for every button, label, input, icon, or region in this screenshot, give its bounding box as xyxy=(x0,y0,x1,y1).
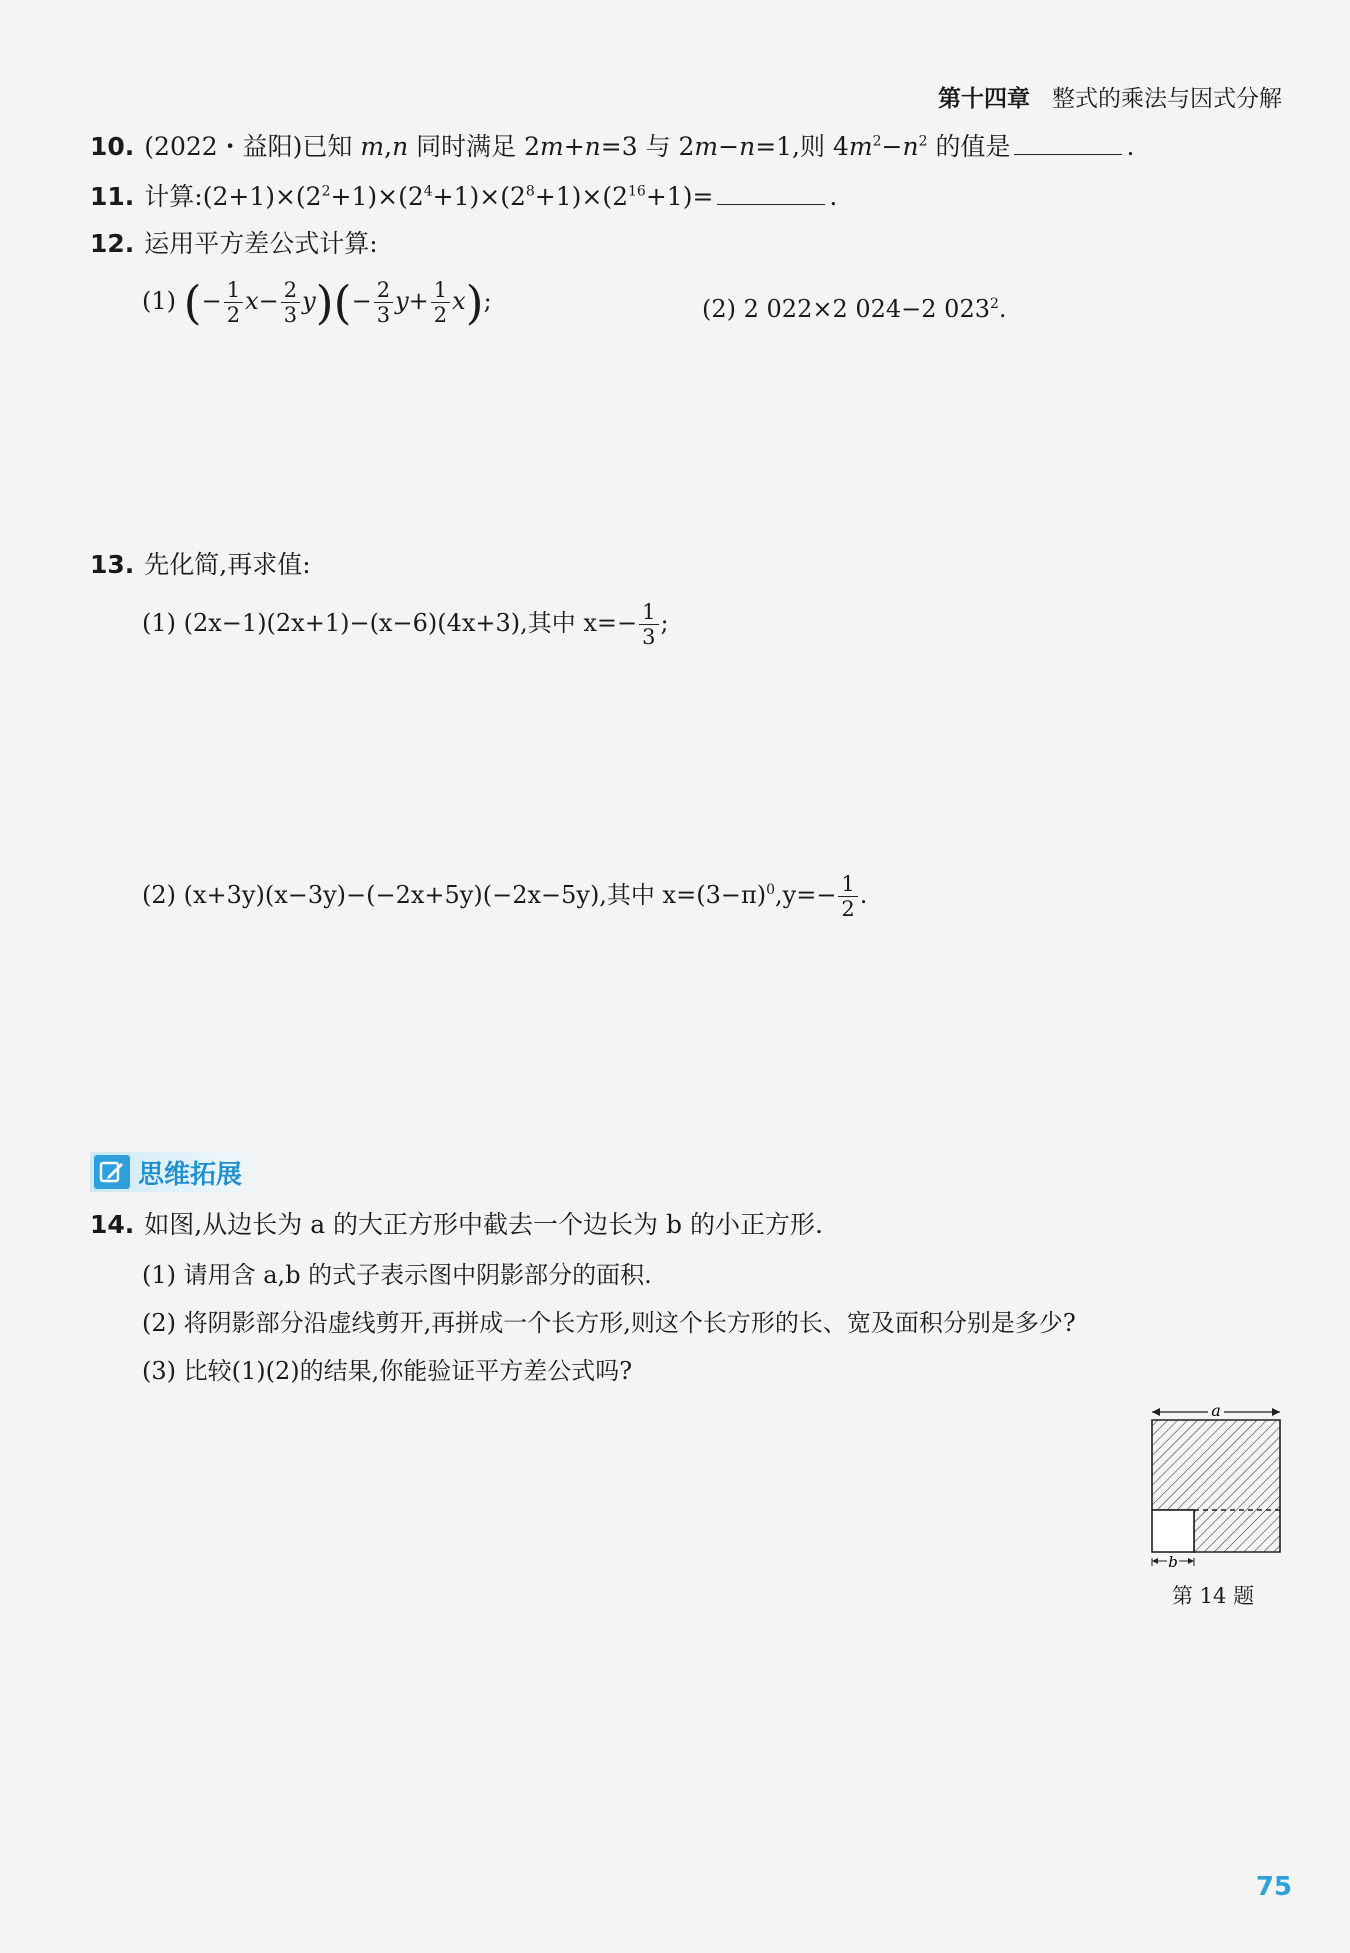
fraction: $\frac{1}{2}$ xyxy=(431,278,450,327)
chapter-title: 整式的乘法与因式分解 xyxy=(1052,86,1282,112)
page-number: 75 xyxy=(1255,1872,1292,1902)
question-14-part-3: (3) 比较(1)(2)的结果,你能验证平方差公式吗? xyxy=(142,1357,633,1385)
question-13-part-1: (1) (2x−1)(2x+1)−(x−6)(4x+3),其中 x=− $\frac{1}{3}$ ; xyxy=(142,600,669,649)
question-11: 11. 计算$:(2+1)\times(2^2+1)\times(2^4+1)\times(2^8+1)\times(2^{16}+1)=$ . xyxy=(90,182,838,211)
fraction: $\frac{1}{2}$ xyxy=(224,278,243,327)
small-square xyxy=(1152,1510,1194,1552)
pencil-note-icon xyxy=(94,1155,130,1189)
question-12-part-1: (1) (− $\frac{1}{2}$ x− $\frac{2}{3}$ y)(− $\frac{2}{3}$ y+ $\frac{1}{2}$ x); xyxy=(142,275,492,330)
question-number: 10. xyxy=(90,132,135,161)
question-number: 14. xyxy=(90,1210,135,1239)
chapter-number: 第十四章 xyxy=(938,86,1030,112)
question-number: 12. xyxy=(90,229,135,258)
figure-caption: 第 14 题 xyxy=(1172,1584,1255,1608)
square-figure xyxy=(1140,1398,1290,1568)
question-14-part-1: (1) 请用含 a,b 的式子表示图中阴影部分的面积. xyxy=(142,1261,652,1289)
fraction: $\frac{2}{3}$ xyxy=(374,278,393,327)
section-title: 思维拓展 xyxy=(138,1159,243,1190)
question-13-part-2: (2) (x+3y)(x−3y)−(−2x+5y)(−2x−5y),其中 $x=(3-\pi)^0,y=-$ $\frac{1}{2}$ . xyxy=(142,872,868,921)
question-number: 11. xyxy=(90,182,135,211)
section-header xyxy=(90,1152,270,1192)
question-14-part-2: (2) 将阴影部分沿虚线剪开,再拼成一个长方形,则这个长方形的长、宽及面积分别是多少? xyxy=(142,1309,1076,1337)
question-14: 14. 如图,从边长为 a 的大正方形中截去一个边长为 b 的小正方形. xyxy=(90,1210,823,1239)
question-12: 12. 运用平方差公式计算: xyxy=(90,229,378,258)
answer-blank[interactable] xyxy=(717,180,825,205)
question-13: 13. 先化简,再求值: xyxy=(90,550,311,579)
fraction: $\frac{2}{3}$ xyxy=(281,278,300,327)
answer-blank[interactable] xyxy=(1014,130,1122,155)
fraction: $\frac{1}{2}$ xyxy=(838,872,857,921)
question-10: 10. (2022・益阳)已知 m,n 同时满足 2m+n=3 与 2m−n=1,则 $4m^2-n^2$ 的值是 . xyxy=(90,132,1135,161)
fraction: $\frac{1}{3}$ xyxy=(639,600,658,649)
question-number: 13. xyxy=(90,550,135,579)
question-12-part-2: (2) 2 022×2 024−2 $023^2$. xyxy=(702,295,1007,323)
chapter-header xyxy=(938,80,1282,113)
label-b: b xyxy=(1168,1553,1178,1568)
label-a: a xyxy=(1211,1401,1221,1420)
